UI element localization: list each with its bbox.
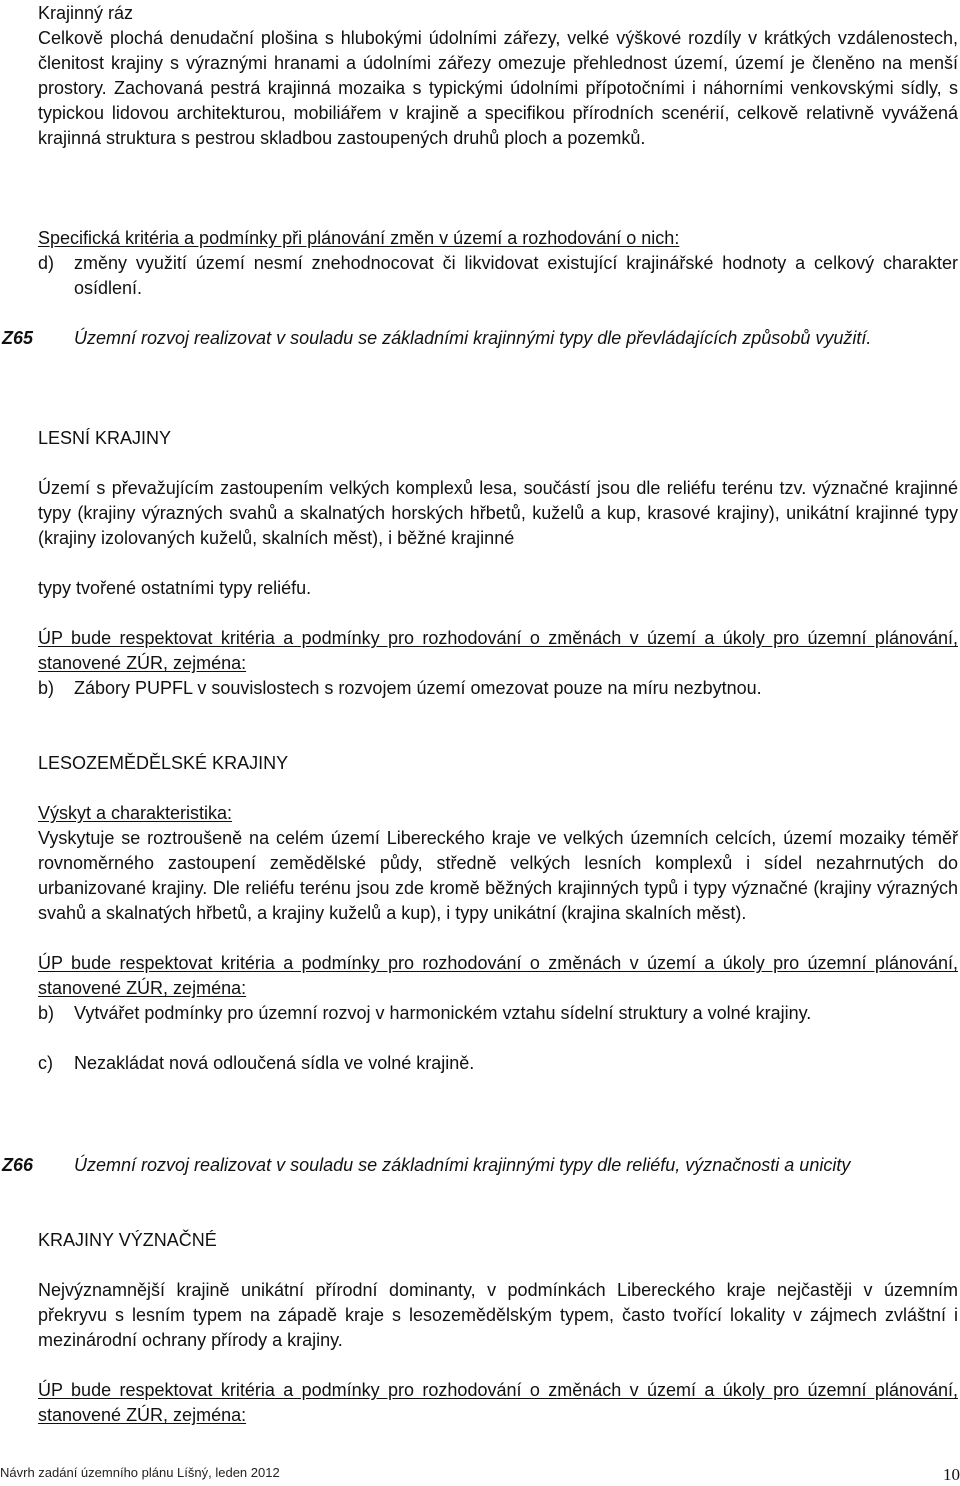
section-heading: LESNÍ KRAJINY [38,428,172,448]
section-heading: KRAJINY VÝZNAČNÉ [38,1230,217,1250]
goal-label: Z66 [2,1155,34,1175]
footer-text: Návrh zadání územního plánu Líšný, leden 2012 [0,1465,280,1480]
underlined-heading: ÚP bude respektovat kritéria a podmínky pro rozhodování o změnách v území a úkoly pro územní plánování, stanovené ZÚR, zejména: [38,1380,958,1425]
underlined-heading: Výskyt a charakteristika: [38,803,233,823]
paragraph: typy tvořené ostatními typy reliéfu. [38,578,312,598]
list-item-text: Vytvářet podmínky pro územní rozvoj v harmonickém vztahu sídelní struktury a volné krajiny. [74,1003,812,1023]
list-item [38,1051,958,1076]
goal-text: Územní rozvoj realizovat v souladu se základními krajinnými typy dle převládajících způsobů využití. [74,328,872,348]
section-heading: Krajinný ráz [38,3,134,23]
page-footer [0,1465,960,1485]
list-item-label: b) [38,1003,55,1023]
list-item-text: Nezakládat nová odloučená sídla ve volné krajině. [74,1053,475,1073]
page-number: 10 [943,1465,960,1484]
paragraph: Vyskytuje se roztroušeně na celém území Libereckého kraje ve velkých územních celcích, území mozaiky téměř rovnoměrného zastoupení zemědělské půdy, středně velkých lesních komplexů i sídel nezahrnutých do urbanizované krajiny. Dle reliéfu terénu jsou zde kromě běžných krajinných typů i typy význačné (krajiny výrazných svahů a skalnatých hřbetů, a krajiny kuželů a kup), i typy unikátní (krajina skalních měst). [38,828,958,923]
goal-label: Z65 [2,328,34,348]
goal-text: Územní rozvoj realizovat v souladu se základními krajinnými typy dle reliéfu, význačnosti a unicity [74,1155,851,1175]
list-item-text: změny využití území nesmí znehodnocovat či likvidovat existující krajinářské hodnoty a celkový charakter osídlení. [74,253,958,298]
goal-z66 [0,1153,960,1178]
section-heading: LESOZEMĚDĚLSKÉ KRAJINY [38,753,289,773]
underlined-heading: ÚP bude respektovat kritéria a podmínky pro rozhodování o změnách v území a úkoly pro územní plánování, stanovené ZÚR, zejména: [38,628,958,673]
list-item-label: d) [38,253,55,273]
list-item [38,1001,958,1026]
list-item [38,676,958,701]
list-item [38,251,958,301]
underlined-heading: Specifická kritéria a podmínky při plánování změn v území a rozhodování o nich: [38,228,680,248]
paragraph: Území s převažujícím zastoupením velkých komplexů lesa, součástí jsou dle reliéfu terénu tzv. význačné krajinné typy (krajiny výrazných svahů a skalnatých horských hřbetů, kuželů a kup, krasové krajiny), unikátní krajinné typy (krajiny izolovaných kuželů, skalních měst), i běžné krajinné [38,478,958,548]
list-item-label: c) [38,1053,53,1073]
paragraph: Nejvýznamnější krajině unikátní přírodní dominanty, v podmínkách Libereckého kraje nejčastěji v územním překryvu s lesním typem na západě kraje s lesozemědělským typem, často tvořící lokality v zájmech zvláštní i mezinárodní ochrany přírody a krajiny. [38,1280,958,1350]
paragraph: Celkově plochá denudační plošina s hlubokými údolními zářezy, velké výškové rozdíly v krátkých vzdálenostech, členitost krajiny s výraznými hranami a údolními zářezy omezuje přehlednost území, území je členěno na menší prostory. Zachovaná pestrá krajinná mozaika s typickými údolními přípotočními i náhorními venkovskými sídly, s typickou lidovou architekturou, mobiliářem v krajině a specifikou přírodních scenérií, celkově relativně vyvážená krajinná struktura s pestrou skladbou zastoupených druhů ploch a pozemků. [38,28,958,148]
goal-z65 [0,326,960,351]
underlined-heading: ÚP bude respektovat kritéria a podmínky pro rozhodování o změnách v území a úkoly pro územní plánování, stanovené ZÚR, zejména: [38,953,958,998]
list-item-label: b) [38,678,55,698]
list-item-text: Zábory PUPFL v souvislostech s rozvojem území omezovat pouze na míru nezbytnou. [74,678,762,698]
